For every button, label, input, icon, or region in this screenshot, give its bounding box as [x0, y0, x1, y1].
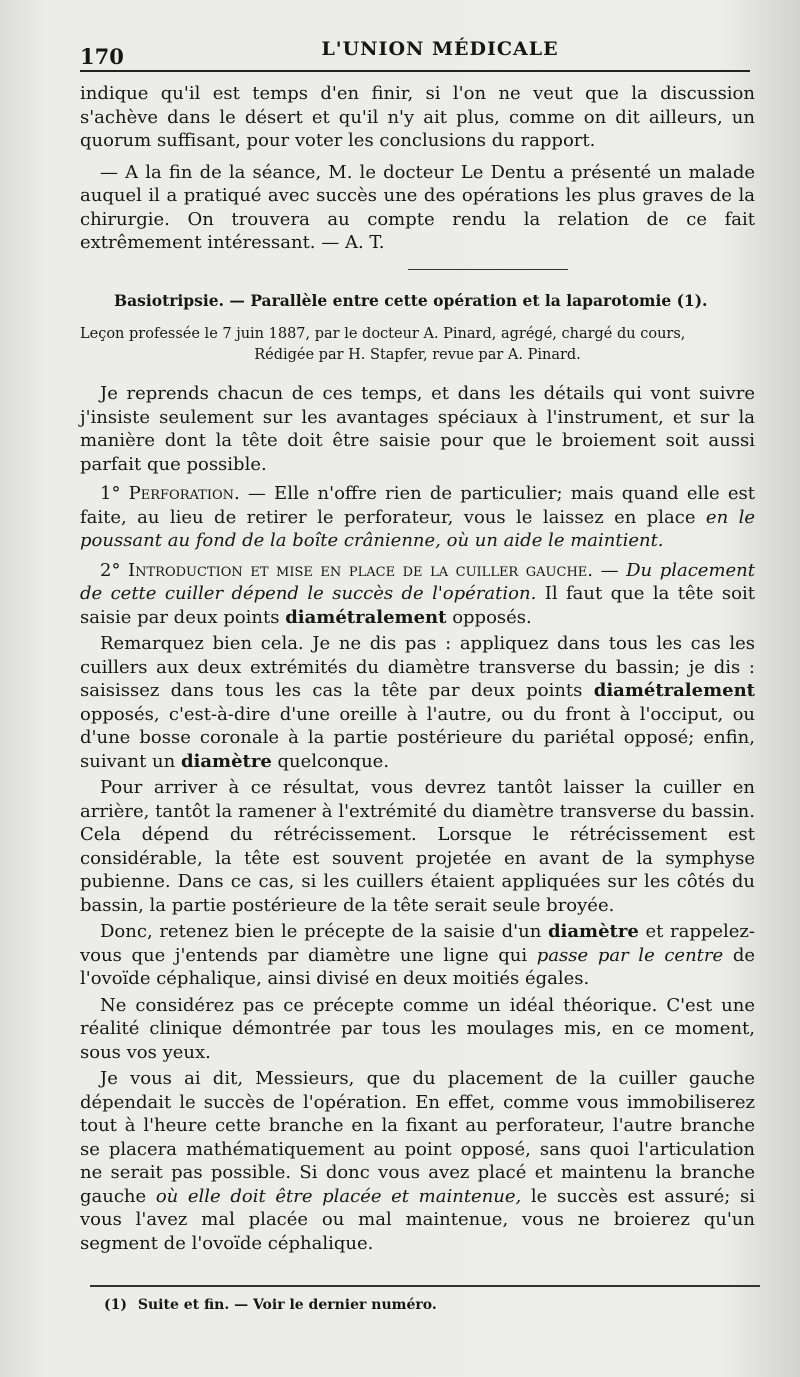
footnote-rule — [90, 1285, 760, 1287]
article-body — [80, 382, 755, 1255]
intro-paragraph-1: indique qu'il est temps d'en finir, si l'on ne veut que la discussion s'achève dans le désert et qu'il n'y ait plus, comme on dit ailleurs, un quorum suffisant, pour voter les conclusions du rapport. — [80, 83, 755, 151]
page-header — [80, 34, 760, 70]
body-paragraph-messieurs — [80, 1067, 755, 1255]
messieurs-text-a: Je vous ai dit, Messieurs, que du placement de la cuiller gauche dépendait le succès de l'opération. En effet, comme vous immobiliserez tout à l'heure cette branche en la fixant au perforateur, l'autre branche se placera mathématiquement au point opposé, sans quoi l'articulation ne serait pas possible. Si donc vous avez placé et maintenu la branche gauche — [80, 1068, 755, 1207]
perforation-text: — Elle n'offre rien de particulier; mais quand elle est faite, au lieu de retirer le perforateur, vous le laissez en place — [80, 483, 755, 528]
introduction-text-a: Il faut que la tête soit saisie par deux points — [80, 583, 755, 628]
remarquez-bold-b: diamètre — [180, 750, 272, 772]
footnote — [104, 1297, 437, 1313]
body-paragraph-perforation — [80, 482, 755, 553]
precepte-text-b: et rappelez-vous que j'entends par diamètre une ligne qui — [80, 921, 755, 966]
footnote-text: Suite et fin. — Voir le dernier numéro. — [137, 1297, 437, 1313]
article-editor-credit: Rédigée par H. Stapfer, revue par A. Pinard. — [254, 347, 581, 363]
body-paragraph-introduction — [80, 559, 755, 630]
remarquez-bold-a: diamétralement — [593, 680, 755, 701]
article-title: Basiotripsie. — Parallèle entre cette opération et la laparotomie (1). — [114, 291, 708, 310]
body-paragraph-1: Je reprends chacun de ces temps, et dans les détails qui vont suivre j'insiste seulement sur les avantages spéciaux à l'instrument, et sur la manière dont la tête doit être saisie pour que le broiement soit aussi parfait que possible. — [80, 383, 755, 475]
body-paragraph-ideal: Ne considérez pas ce précepte comme un idéal théorique. C'est une réalité clinique démontrée par tous les moulages mis, en ce moment, sous vos yeux. — [80, 994, 755, 1063]
precepte-bold: diamètre — [547, 921, 639, 942]
introduction-text-b: opposés. — [446, 606, 532, 628]
footnote-mark: (1) — [104, 1297, 127, 1313]
introduction-italic: Du placement de cette cuiller dépend le succès de l'opération. — [80, 559, 755, 604]
introduction-dash: — — [593, 559, 627, 581]
precepte-text-c: de l'ovoïde céphalique, ainsi divisé en deux moitiés égales. — [80, 944, 755, 989]
article-byline: Leçon professée le 7 juin 1887, par le docteur A. Pinard, agrégé, chargé du cours, — [80, 326, 686, 342]
messieurs-text-b: le succès est assuré; si vous l'avez mal placée ou mal maintenue, vous ne broierez qu'un segment de l'ovoïde céphalique. — [80, 1185, 755, 1254]
body-paragraph-resultat: Pour arriver à ce résultat, vous devrez tantôt laisser la cuiller en arrière, tantôt la ramener à l'extrémité du diamètre transverse du bassin. Cela dépend du rétrécissement. Lorsque le rétrécissement est considérable, la tête est souvent projetée en avant de la symphyse pubienne. Dans ce cas, si les cuillers étaient appliquées sur les côtés du bassin, la partie postérieure de la tête serait seule broyée. — [80, 777, 755, 916]
section-divider — [408, 269, 568, 271]
intro-paragraph-2: — A la fin de la séance, M. le docteur Le Dentu a présenté un malade auquel il a pratiqué avec succès une des opérations les plus graves de la chirurgie. On trouvera au compte rendu la relation de ce fait extrêmement intéressant. — A. T. — [80, 161, 755, 253]
introduction-bold: diamétralement — [285, 606, 447, 628]
remarquez-text-b: opposés, c'est-à-dire d'une oreille à l'autre, ou du front à l'occiput, ou d'une bosse coronale à la partie postérieure du pariétal opposé; enfin, suivant un — [80, 703, 755, 772]
page-number: 170 — [80, 44, 124, 69]
header-rule — [80, 70, 750, 72]
running-title: L'UNION MÉDICALE — [321, 38, 559, 60]
perforation-italic: en le poussant au fond de la boîte crânienne, où un aide le maintient. — [80, 506, 755, 551]
precepte-text-a: Donc, retenez bien le précepte de la saisie d'un — [100, 921, 548, 942]
body-paragraph-precepte — [80, 920, 755, 991]
remarquez-text-a: Remarquez bien cela. Je ne dis pas : appliquez dans tous les cas les cuillers aux deux extrémités du diamètre transverse du bassin; je dis : saisissez dans tous les cas la tête par deux points — [80, 633, 755, 701]
section-heading-perforation: 1° Perforation. — [100, 483, 240, 504]
body-paragraph-remarquez — [80, 632, 755, 773]
messieurs-italic: où elle doit être placée et maintenue, — [155, 1185, 522, 1207]
remarquez-text-c: quelconque. — [271, 750, 390, 772]
page-content — [80, 82, 755, 1258]
section-heading-introduction: 2° Introduction et mise en place de la cuiller gauche. — [100, 559, 594, 581]
precepte-italic: passe par le centre — [536, 944, 724, 966]
